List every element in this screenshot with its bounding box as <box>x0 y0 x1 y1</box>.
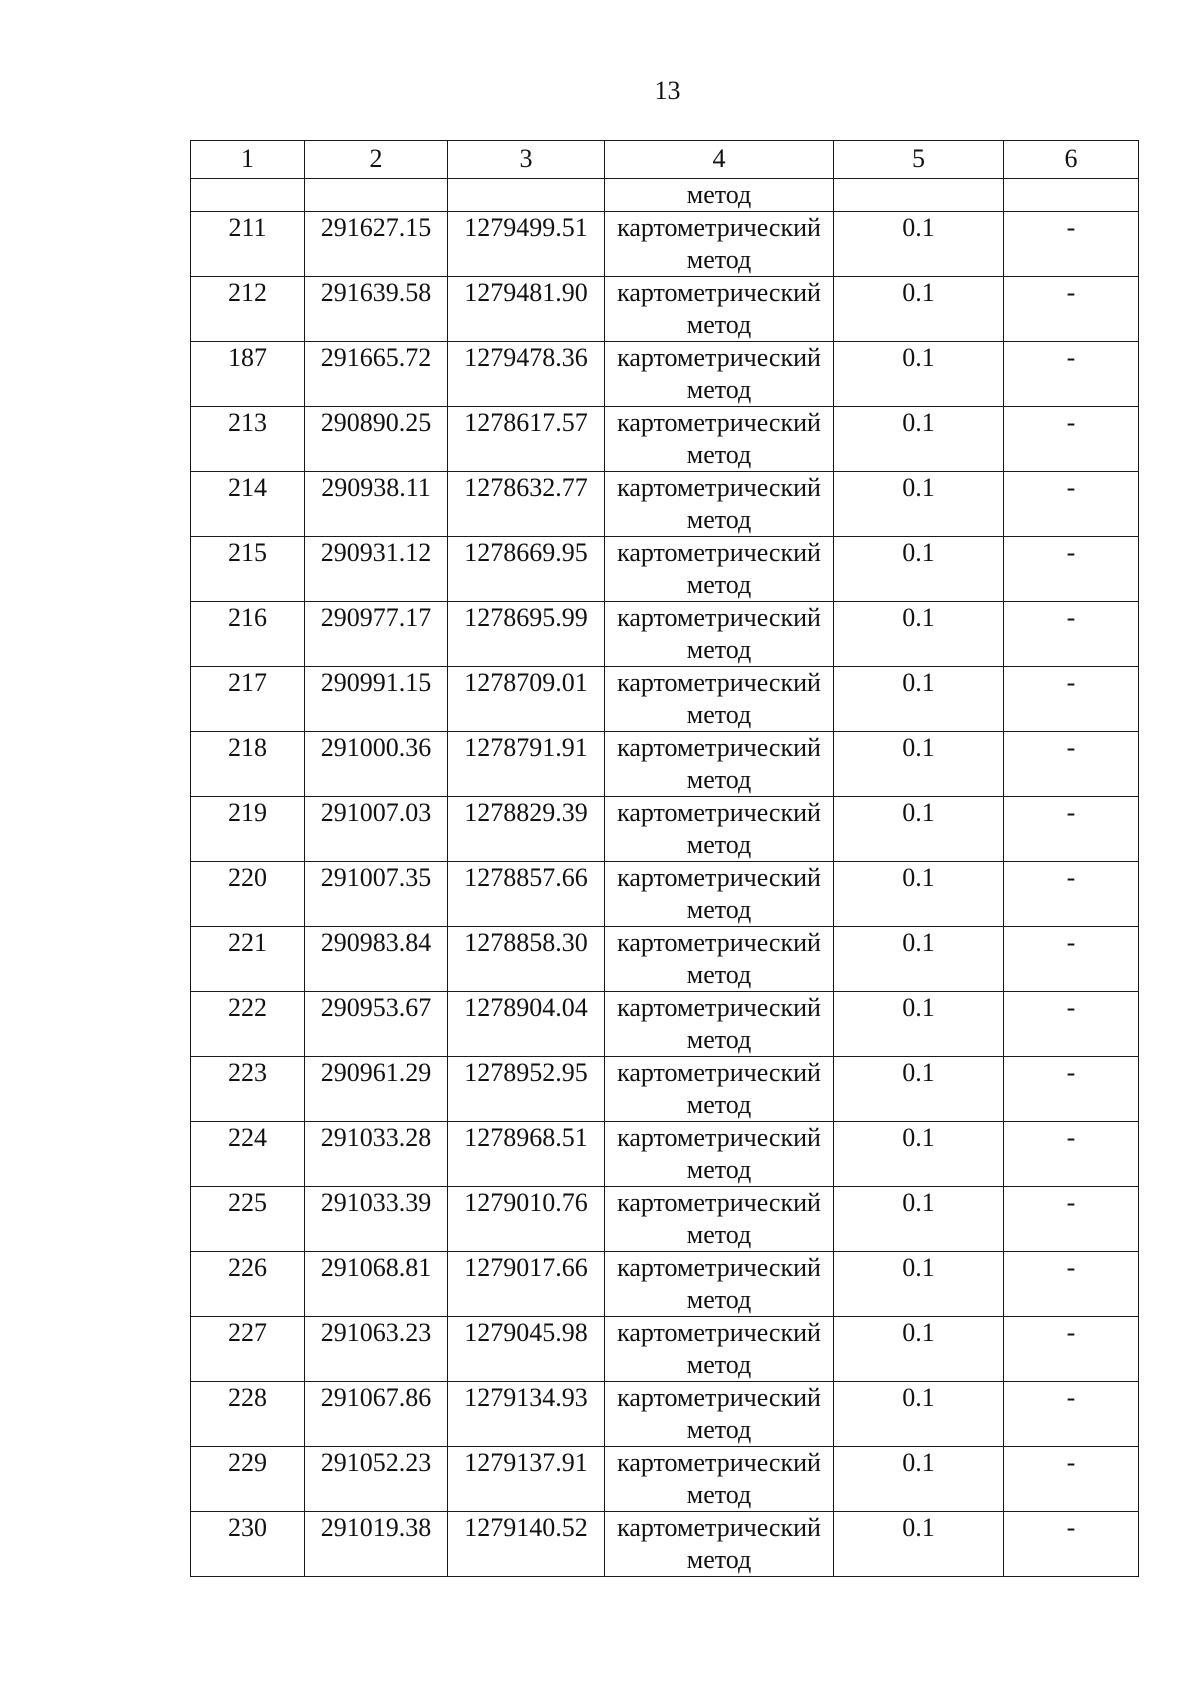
method-cell <box>605 1252 834 1317</box>
method-cell <box>605 277 834 342</box>
method-line-2: метод <box>686 375 752 404</box>
y-coordinate-cell: 1278904.04 <box>448 992 605 1057</box>
table-row <box>191 602 1139 667</box>
table-row <box>191 927 1139 992</box>
x-coordinate-cell: 291639.58 <box>305 277 448 342</box>
method-line-2: метод <box>686 245 752 274</box>
table-cell <box>834 179 1004 212</box>
method-line-1: картометрический <box>617 343 821 372</box>
method-line-2: метод <box>686 1025 752 1054</box>
accuracy-cell: 0.1 <box>834 1447 1004 1512</box>
table-row <box>191 1122 1139 1187</box>
x-coordinate-cell: 291627.15 <box>305 212 448 277</box>
method-cell <box>605 342 834 407</box>
description-cell: - <box>1004 927 1139 992</box>
table-row <box>191 407 1139 472</box>
description-cell: - <box>1004 1512 1139 1577</box>
point-number-cell: 216 <box>191 602 305 667</box>
description-cell: - <box>1004 537 1139 602</box>
accuracy-cell: 0.1 <box>834 797 1004 862</box>
table-row <box>191 1317 1139 1382</box>
description-cell: - <box>1004 342 1139 407</box>
method-line-1: картометрический <box>617 213 821 242</box>
table-row <box>191 1252 1139 1317</box>
y-coordinate-cell: 1278968.51 <box>448 1122 605 1187</box>
accuracy-cell: 0.1 <box>834 732 1004 797</box>
x-coordinate-cell: 291063.23 <box>305 1317 448 1382</box>
accuracy-cell: 0.1 <box>834 602 1004 667</box>
table-row <box>191 667 1139 732</box>
accuracy-cell: 0.1 <box>834 1382 1004 1447</box>
method-line-2: метод <box>686 830 752 859</box>
table-row <box>191 862 1139 927</box>
description-cell: - <box>1004 277 1139 342</box>
point-number-cell: 187 <box>191 342 305 407</box>
y-coordinate-cell: 1278669.95 <box>448 537 605 602</box>
y-coordinate-cell: 1279017.66 <box>448 1252 605 1317</box>
accuracy-cell: 0.1 <box>834 277 1004 342</box>
table-cell <box>191 179 305 212</box>
method-line-2: метод <box>686 310 752 339</box>
accuracy-cell: 0.1 <box>834 537 1004 602</box>
method-line-1: картометрический <box>617 1253 821 1282</box>
description-cell: - <box>1004 472 1139 537</box>
method-cell: метод <box>605 179 834 212</box>
y-coordinate-cell: 1279140.52 <box>448 1512 605 1577</box>
description-cell: - <box>1004 212 1139 277</box>
x-coordinate-cell: 291007.03 <box>305 797 448 862</box>
method-line-1: картометрический <box>617 733 821 762</box>
method-cell <box>605 927 834 992</box>
table-row <box>191 537 1139 602</box>
table-cell <box>448 179 605 212</box>
accuracy-cell: 0.1 <box>834 342 1004 407</box>
method-line-1: картометрический <box>617 408 821 437</box>
method-cell <box>605 472 834 537</box>
point-number-cell: 217 <box>191 667 305 732</box>
method-line-1: картометрический <box>617 278 821 307</box>
accuracy-cell: 0.1 <box>834 1057 1004 1122</box>
x-coordinate-cell: 290953.67 <box>305 992 448 1057</box>
method-line-1: картометрический <box>617 1123 821 1152</box>
method-line-2: метод <box>686 1220 752 1249</box>
x-coordinate-cell: 290938.11 <box>305 472 448 537</box>
method-cell <box>605 1447 834 1512</box>
header-cell: 5 <box>834 141 1004 179</box>
method-cell <box>605 602 834 667</box>
point-number-cell: 225 <box>191 1187 305 1252</box>
point-number-cell: 212 <box>191 277 305 342</box>
x-coordinate-cell: 291007.35 <box>305 862 448 927</box>
y-coordinate-cell: 1279499.51 <box>448 212 605 277</box>
table-cell <box>305 179 448 212</box>
accuracy-cell: 0.1 <box>834 407 1004 472</box>
point-number-cell: 211 <box>191 212 305 277</box>
x-coordinate-cell: 291033.28 <box>305 1122 448 1187</box>
method-line-1: картометрический <box>617 668 821 697</box>
table-row <box>191 992 1139 1057</box>
method-line-1: картометрический <box>617 538 821 567</box>
coordinates-table <box>190 140 1139 1577</box>
method-line-2: метод <box>686 1155 752 1184</box>
method-cell <box>605 1057 834 1122</box>
table-row <box>191 212 1139 277</box>
y-coordinate-cell: 1278695.99 <box>448 602 605 667</box>
y-coordinate-cell: 1278632.77 <box>448 472 605 537</box>
header-cell: 1 <box>191 141 305 179</box>
y-coordinate-cell: 1278952.95 <box>448 1057 605 1122</box>
y-coordinate-cell: 1278829.39 <box>448 797 605 862</box>
accuracy-cell: 0.1 <box>834 992 1004 1057</box>
x-coordinate-cell: 291019.38 <box>305 1512 448 1577</box>
header-cell: 6 <box>1004 141 1139 179</box>
method-cell <box>605 862 834 927</box>
x-coordinate-cell: 291665.72 <box>305 342 448 407</box>
table-cell <box>1004 179 1139 212</box>
method-line-2: метод <box>686 1415 752 1444</box>
point-number-cell: 224 <box>191 1122 305 1187</box>
point-number-cell: 221 <box>191 927 305 992</box>
method-line-2: метод <box>686 700 752 729</box>
x-coordinate-cell: 290961.29 <box>305 1057 448 1122</box>
y-coordinate-cell: 1279045.98 <box>448 1317 605 1382</box>
table-row <box>191 797 1139 862</box>
description-cell: - <box>1004 1122 1139 1187</box>
accuracy-cell: 0.1 <box>834 472 1004 537</box>
method-line-2: метод <box>686 1350 752 1379</box>
method-line-2: метод <box>686 505 752 534</box>
method-line-2: метод <box>686 1545 752 1574</box>
y-coordinate-cell: 1279137.91 <box>448 1447 605 1512</box>
table-row <box>191 1447 1139 1512</box>
method-cell <box>605 1317 834 1382</box>
table-row <box>191 1057 1139 1122</box>
y-coordinate-cell: 1278858.30 <box>448 927 605 992</box>
description-cell: - <box>1004 1252 1139 1317</box>
point-number-cell: 228 <box>191 1382 305 1447</box>
point-number-cell: 213 <box>191 407 305 472</box>
table-row <box>191 342 1139 407</box>
method-line-1: картометрический <box>617 863 821 892</box>
accuracy-cell: 0.1 <box>834 1252 1004 1317</box>
description-cell: - <box>1004 1382 1139 1447</box>
description-cell: - <box>1004 407 1139 472</box>
point-number-cell: 214 <box>191 472 305 537</box>
method-line-2: метод <box>686 960 752 989</box>
description-cell: - <box>1004 732 1139 797</box>
x-coordinate-cell: 290931.12 <box>305 537 448 602</box>
page-number: 13 <box>654 76 681 105</box>
method-cell <box>605 212 834 277</box>
method-cell <box>605 797 834 862</box>
point-number-cell: 220 <box>191 862 305 927</box>
x-coordinate-cell: 291068.81 <box>305 1252 448 1317</box>
method-line-2: метод <box>686 1090 752 1119</box>
method-cell <box>605 1382 834 1447</box>
x-coordinate-cell: 291033.39 <box>305 1187 448 1252</box>
method-line-1: картометрический <box>617 473 821 502</box>
x-coordinate-cell: 290991.15 <box>305 667 448 732</box>
method-cell <box>605 1122 834 1187</box>
y-coordinate-cell: 1279481.90 <box>448 277 605 342</box>
header-cell: 3 <box>448 141 605 179</box>
description-cell: - <box>1004 1187 1139 1252</box>
method-cell <box>605 667 834 732</box>
table-row <box>191 732 1139 797</box>
method-cell <box>605 732 834 797</box>
description-cell: - <box>1004 667 1139 732</box>
point-number-cell: 218 <box>191 732 305 797</box>
table-row <box>191 1382 1139 1447</box>
method-line-2: метод <box>686 1480 752 1509</box>
method-line-1: картометрический <box>617 1058 821 1087</box>
y-coordinate-cell: 1279010.76 <box>448 1187 605 1252</box>
method-line-2: метод <box>686 440 752 469</box>
y-coordinate-cell: 1279134.93 <box>448 1382 605 1447</box>
accuracy-cell: 0.1 <box>834 862 1004 927</box>
method-line-1: картометрический <box>617 993 821 1022</box>
description-cell: - <box>1004 602 1139 667</box>
accuracy-cell: 0.1 <box>834 212 1004 277</box>
y-coordinate-cell: 1278857.66 <box>448 862 605 927</box>
table-row <box>191 277 1139 342</box>
x-coordinate-cell: 291052.23 <box>305 1447 448 1512</box>
method-line-1: картометрический <box>617 1318 821 1347</box>
x-coordinate-cell: 290977.17 <box>305 602 448 667</box>
point-number-cell: 222 <box>191 992 305 1057</box>
continuation-row <box>191 179 1139 212</box>
method-cell <box>605 407 834 472</box>
point-number-cell: 227 <box>191 1317 305 1382</box>
x-coordinate-cell: 290890.25 <box>305 407 448 472</box>
y-coordinate-cell: 1278791.91 <box>448 732 605 797</box>
point-number-cell: 215 <box>191 537 305 602</box>
method-cell <box>605 537 834 602</box>
accuracy-cell: 0.1 <box>834 667 1004 732</box>
accuracy-cell: 0.1 <box>834 1187 1004 1252</box>
method-line-1: картометрический <box>617 798 821 827</box>
method-line-1: картометрический <box>617 603 821 632</box>
method-line-2: метод <box>686 635 752 664</box>
table-row <box>191 1187 1139 1252</box>
point-number-cell: 229 <box>191 1447 305 1512</box>
method-line-1: картометрический <box>617 928 821 957</box>
accuracy-cell: 0.1 <box>834 1122 1004 1187</box>
x-coordinate-cell: 290983.84 <box>305 927 448 992</box>
table-row <box>191 472 1139 537</box>
method-cell <box>605 992 834 1057</box>
header-cell: 4 <box>605 141 834 179</box>
x-coordinate-cell: 291067.86 <box>305 1382 448 1447</box>
point-number-cell: 226 <box>191 1252 305 1317</box>
point-number-cell: 230 <box>191 1512 305 1577</box>
table-header-row <box>191 141 1139 179</box>
point-number-cell: 219 <box>191 797 305 862</box>
method-line-1: картометрический <box>617 1383 821 1412</box>
y-coordinate-cell: 1279478.36 <box>448 342 605 407</box>
description-cell: - <box>1004 1447 1139 1512</box>
method-line-2: метод <box>686 570 752 599</box>
method-line-2: метод <box>686 765 752 794</box>
point-number-cell: 223 <box>191 1057 305 1122</box>
method-line-2: метод <box>686 895 752 924</box>
method-line-1: картометрический <box>617 1448 821 1477</box>
method-cell <box>605 1187 834 1252</box>
method-line-1: картометрический <box>617 1513 821 1542</box>
header-cell: 2 <box>305 141 448 179</box>
x-coordinate-cell: 291000.36 <box>305 732 448 797</box>
description-cell: - <box>1004 797 1139 862</box>
accuracy-cell: 0.1 <box>834 1317 1004 1382</box>
description-cell: - <box>1004 862 1139 927</box>
description-cell: - <box>1004 1057 1139 1122</box>
accuracy-cell: 0.1 <box>834 1512 1004 1577</box>
method-line-2: метод <box>686 1285 752 1314</box>
description-cell: - <box>1004 1317 1139 1382</box>
method-cell <box>605 1512 834 1577</box>
table-row <box>191 1512 1139 1577</box>
method-line-1: картометрический <box>617 1188 821 1217</box>
y-coordinate-cell: 1278709.01 <box>448 667 605 732</box>
description-cell: - <box>1004 992 1139 1057</box>
accuracy-cell: 0.1 <box>834 927 1004 992</box>
y-coordinate-cell: 1278617.57 <box>448 407 605 472</box>
